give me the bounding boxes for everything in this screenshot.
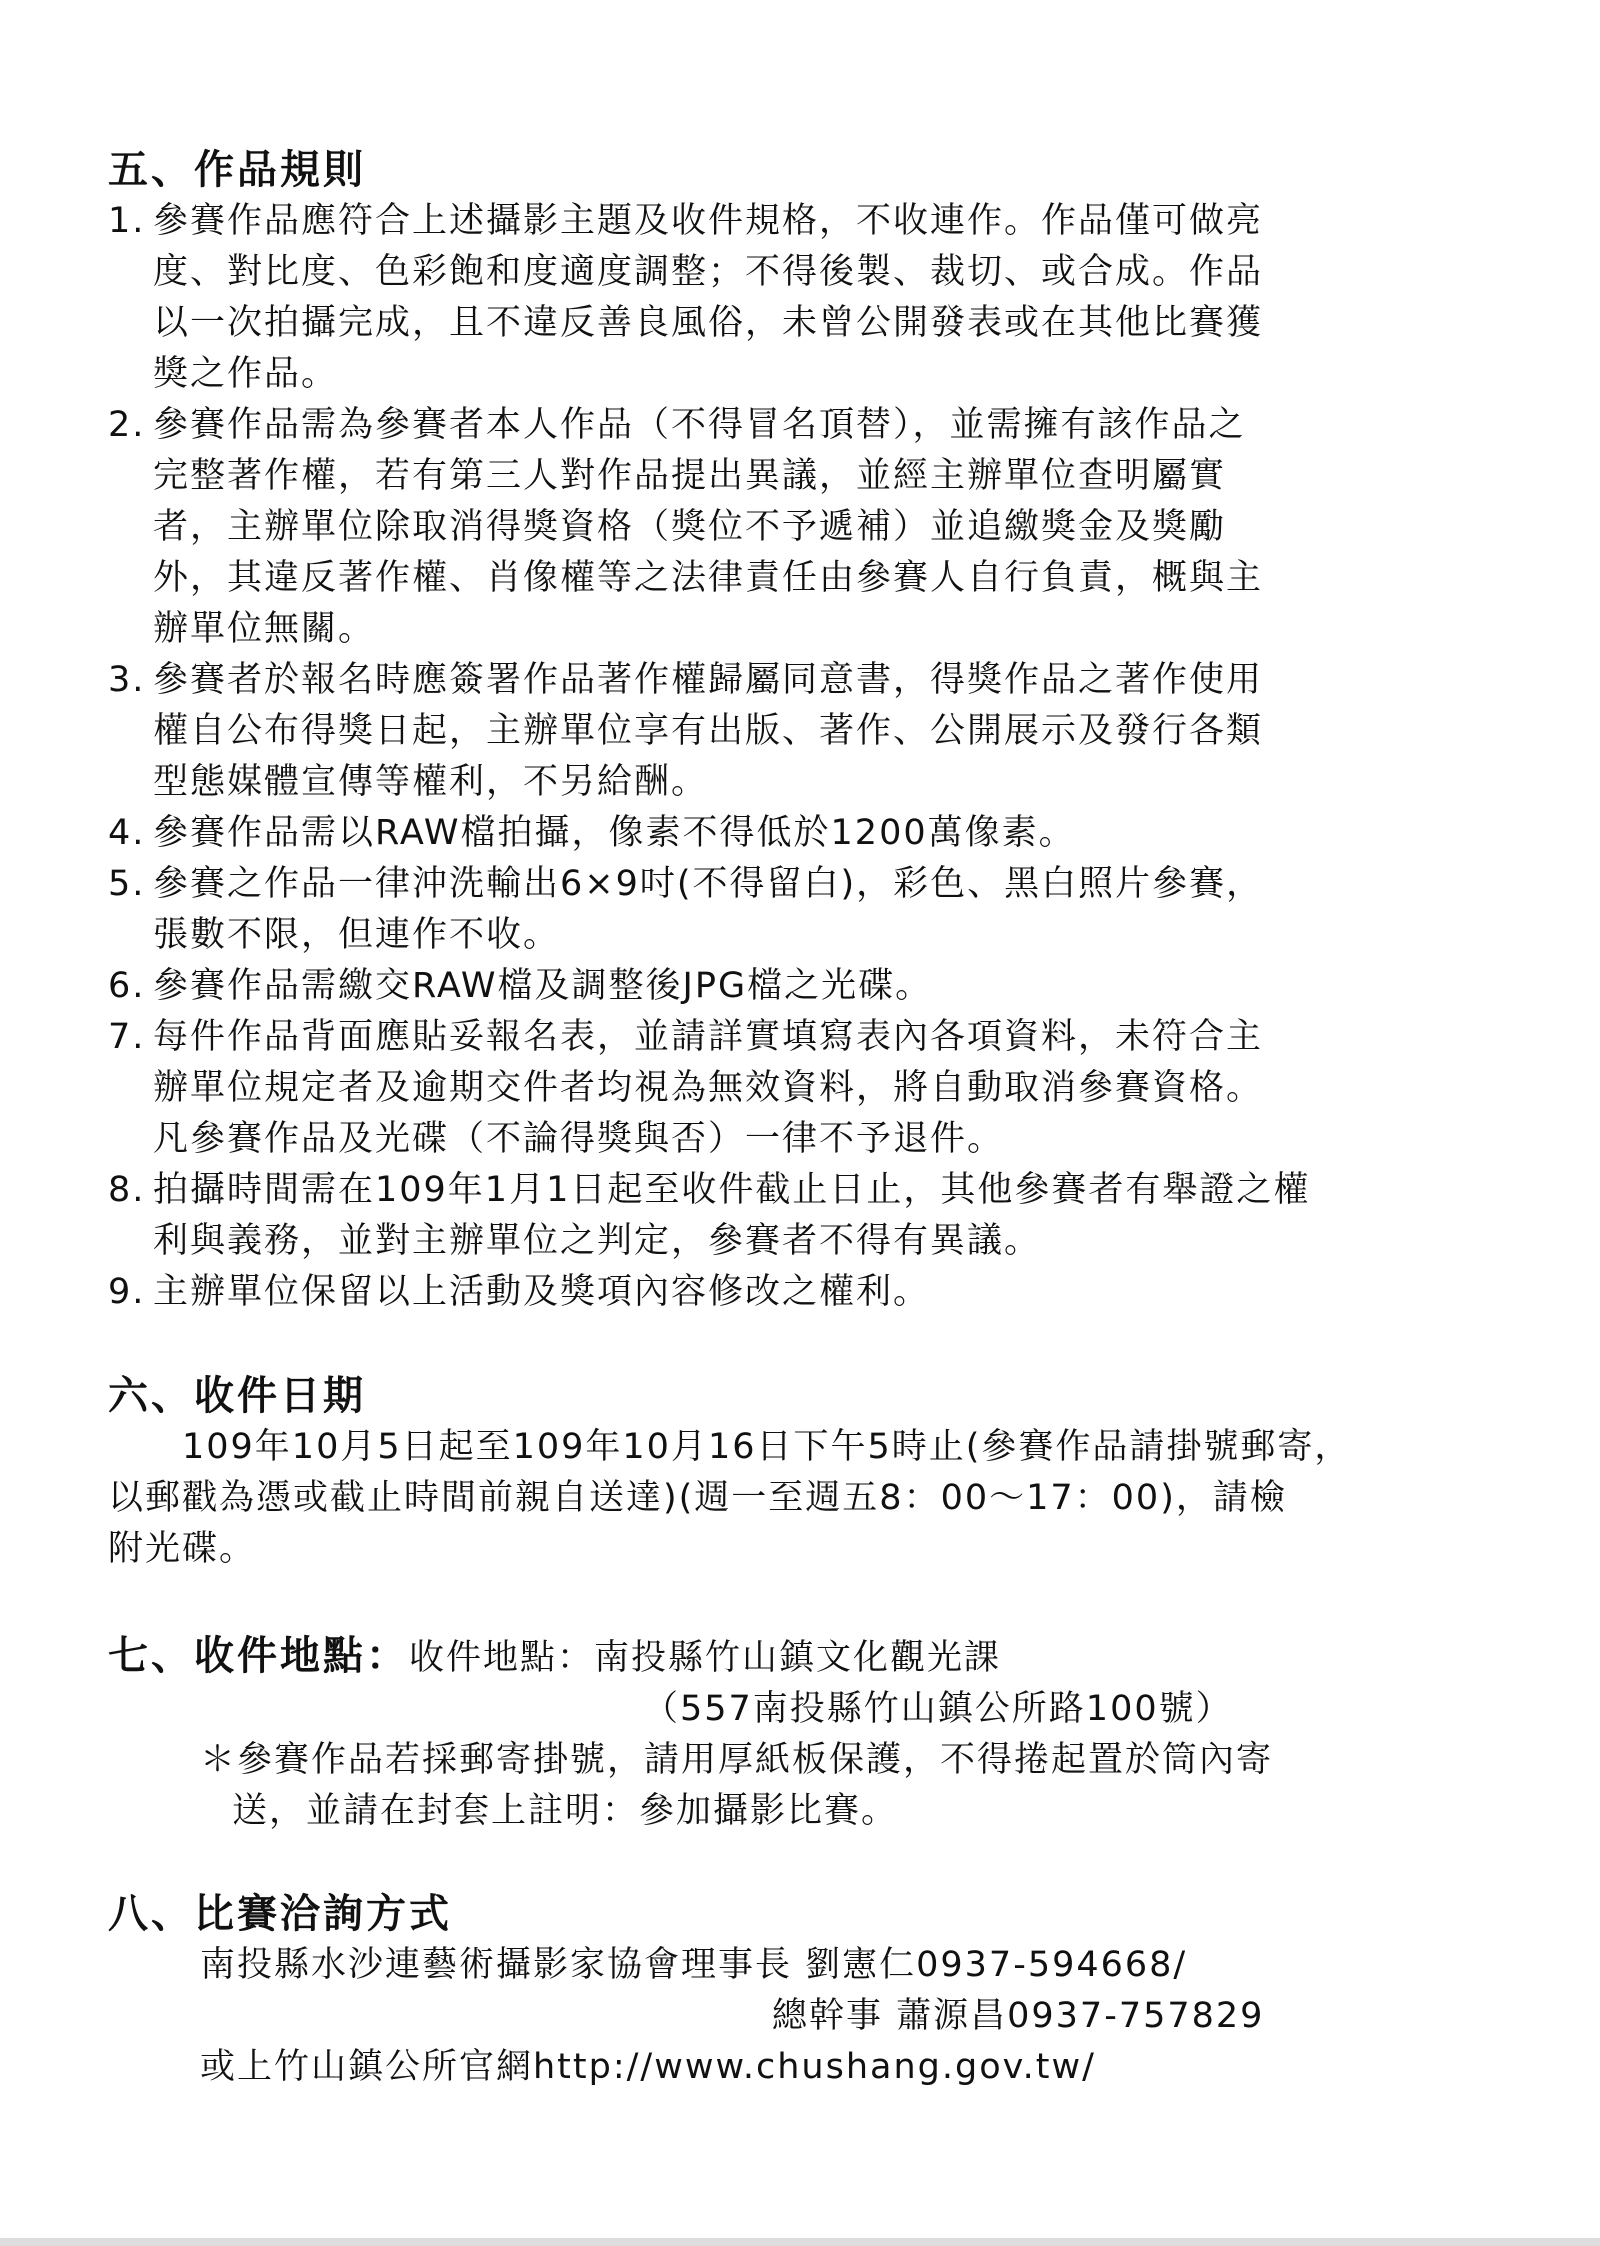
section-inquiry (108, 1888, 1488, 2093)
rule-item (108, 196, 1488, 400)
rule-item (108, 655, 1488, 808)
submission-date-line-1: 109年10月5日起至109年10月16日下午5時止(參賽作品請掛號郵寄， (108, 1427, 1352, 1467)
rule-line: 利與義務，並對主辦單位之判定，參賽者不得有異議。 (153, 1221, 1042, 1261)
rule-line: 參賽者於報名時應簽署作品著作權歸屬同意書，得獎作品之著作使用 (153, 660, 1264, 700)
rule-line: 主辦單位保留以上活動及獎項內容修改之權利。 (153, 1272, 931, 1312)
rule-number: 1. (108, 201, 146, 241)
rule-item (108, 400, 1488, 655)
submission-note-line-1: ＊參賽作品若採郵寄掛號，請用厚紙板保護，不得捲起置於筒內寄 (200, 1740, 1274, 1780)
rule-item (108, 1012, 1488, 1165)
rule-line: 型態媒體宣傳等權利，不另給酬。 (153, 762, 709, 802)
submission-location-row (108, 1630, 1488, 1684)
rule-line: 參賽作品需以RAW檔拍攝，像素不得低於1200萬像素。 (153, 813, 1076, 853)
rule-item (108, 961, 1488, 1012)
rule-number: 3. (108, 660, 146, 700)
website-link[interactable]: 或上竹山鎮公所官網http://www.chushang.gov.tw/ (200, 2047, 1096, 2087)
rule-line: 參賽之作品一律沖洗輸出6×9吋(不得留白)，彩色、黑白照片參賽， (153, 864, 1264, 904)
submission-date-line-2: 以郵戳為憑或截止時間前親自送達)(週一至週五8：00～17：00)，請檢 (108, 1478, 1287, 1518)
rule-line: 辦單位規定者及逾期交件者均視為無效資料，將自動取消參賽資格。 (153, 1068, 1264, 1108)
rule-number: 6. (108, 966, 146, 1006)
submission-address: （557南投縣竹山鎮公所路100號） (643, 1689, 1233, 1729)
rule-line: 凡參賽作品及光碟（不論得獎與否）一律不予退件。 (153, 1119, 1005, 1159)
rule-item (108, 1165, 1488, 1267)
rule-line: 度、對比度、色彩飽和度適度調整；不得後製、裁切、或合成。作品 (153, 252, 1264, 292)
rule-line: 以一次拍攝完成，且不違反善良風俗，未曾公開發表或在其他比賽獲 (153, 303, 1264, 343)
rule-line: 張數不限，但連作不收。 (153, 915, 561, 955)
rule-number: 8. (108, 1170, 146, 1210)
submission-date-line-3: 附光碟。 (108, 1529, 257, 1569)
submission-location-text: 收件地點：南投縣竹山鎮文化觀光課 (409, 1638, 1002, 1678)
section-submission-location-heading: 七、收件地點： (108, 1633, 409, 1679)
section-submission-location (108, 1630, 1488, 1837)
rule-item (108, 1267, 1488, 1318)
rule-number: 7. (108, 1017, 146, 1057)
rule-line: 拍攝時間需在109年1月1日起至收件截止日止，其他參賽者有舉證之權 (153, 1170, 1311, 1210)
section-inquiry-heading: 八、比賽洽詢方式 (108, 1891, 452, 1937)
rule-line: 參賽作品需為參賽者本人作品（不得冒名頂替），並需擁有該作品之 (153, 405, 1246, 445)
rule-item (108, 859, 1488, 961)
rule-line: 權自公布得獎日起，主辦單位享有出版、著作、公開展示及發行各類 (153, 711, 1264, 751)
rule-line: 者，主辦單位除取消得獎資格（獎位不予遞補）並追繳獎金及獎勵 (153, 507, 1227, 547)
submission-note-line-2: 送，並請在封套上註明：參加攝影比賽。 (232, 1791, 899, 1831)
rule-number: 9. (108, 1272, 146, 1312)
rule-line: 辦單位無關。 (153, 609, 376, 649)
rule-line: 獎之作品。 (153, 354, 339, 394)
rules-list (108, 196, 1488, 1318)
section-rules (108, 144, 1488, 1318)
section-submission-date-heading: 六、收件日期 (108, 1373, 366, 1419)
contact-chairman: 南投縣水沙連藝術攝影家協會理事長 劉憲仁0937-594668/ (200, 1945, 1188, 1985)
rule-line: 外，其違反著作權、肖像權等之法律責任由參賽人自行負責，概與主 (153, 558, 1264, 598)
rule-line: 參賽作品應符合上述攝影主題及收件規格，不收連作。作品僅可做亮 (153, 201, 1264, 241)
section-submission-date (108, 1370, 1488, 1575)
rule-line: 完整著作權，若有第三人對作品提出異議，並經主辦單位查明屬實 (153, 456, 1227, 496)
rule-line: 每件作品背面應貼妥報名表，並請詳實填寫表內各項資料，未符合主 (153, 1017, 1264, 1057)
contact-secretary: 總幹事 蕭源昌0937-757829 (772, 1996, 1265, 2036)
rule-number: 5. (108, 864, 146, 904)
rule-item (108, 808, 1488, 859)
rule-number: 4. (108, 813, 146, 853)
page-bottom-edge (0, 2238, 1600, 2246)
rule-number: 2. (108, 405, 146, 445)
section-rules-heading: 五、作品規則 (108, 147, 366, 193)
rule-line: 參賽作品需繳交RAW檔及調整後JPG檔之光碟。 (153, 966, 933, 1006)
